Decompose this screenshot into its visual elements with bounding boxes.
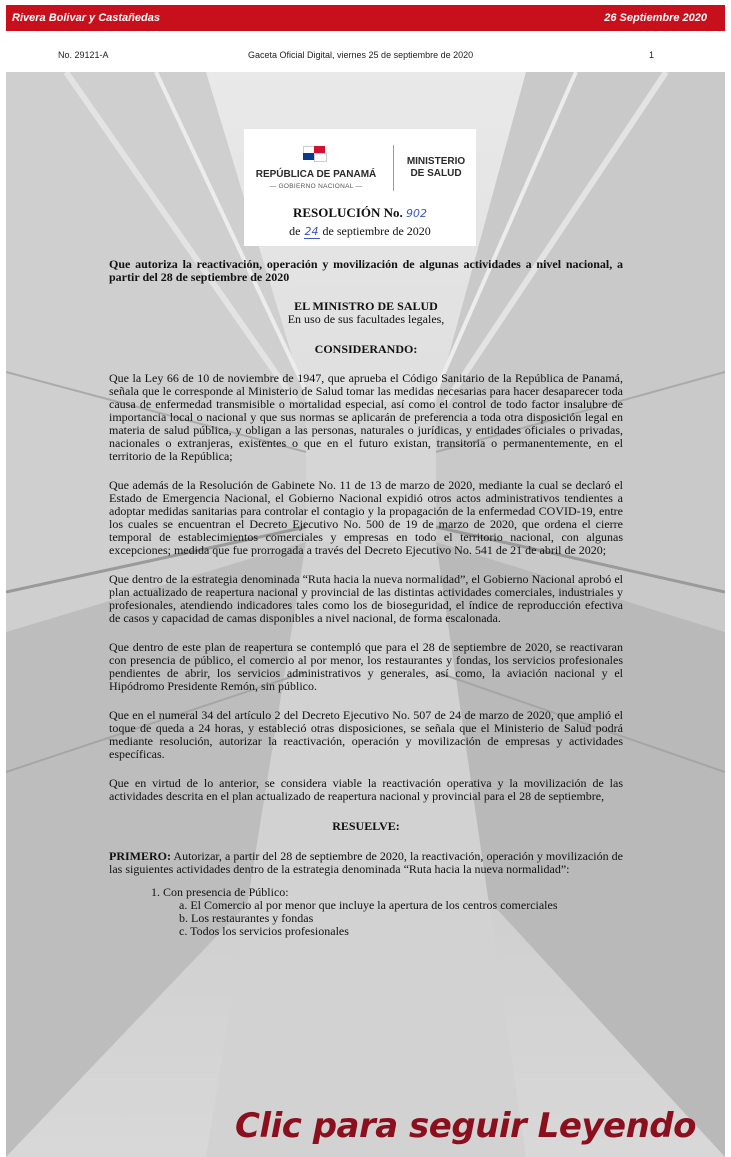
page-number: 1	[649, 50, 655, 60]
gazette-title: Gaceta Oficial Digital, viernes 25 de septiembre de 2020	[248, 50, 474, 60]
paragraph: Que dentro de este plan de reapertura se contempló que para el 28 de septiembre de 2020, se reactivaran con presencia de público, el comercio al por menor, los restaurantes y fondas, los servicios profesionales pendientes de abrir, los servicios administrativos y generales, así como, la aviación nacional y el Hipódromo Presidente Remón, sin público.	[109, 640, 623, 693]
paragraph: Que en el numeral 34 del artículo 2 del Decreto Ejecutivo No. 507 de 24 de marzo de 2020, que amplió el toque de queda a 24 horas, y estableció otras disposiciones, se señala que el Ministerio de Salud podrá mediante resolución, autorizar la reactivación, operación y movilización de empresas y actividades específicas.	[109, 708, 623, 761]
paragraph: Que en virtud de lo anterior, se considera viable la reactivación operativa y la movilización de las actividades descrita en el plan actualizado de reapertura nacional y provincial para el 28 de septiembre,	[109, 776, 623, 803]
primero-article	[109, 850, 623, 876]
republic-name: REPÚBLICA DE PANAMÁ	[255, 169, 377, 180]
document-page[interactable]	[6, 72, 725, 1157]
paragraph: Que dentro de la estrategia denominada “Ruta hacia la nueva normalidad”, el Gobierno Nacional aprobó el plan actualizado de reapertura nacional y provincial de las distintas actividades comerciales, industriales y profesionales, atendiendo indicadores tales como los de bioseguridad, el índice de reproducción efectiva de casos y capacidad de camas disponibles a nivel nacional, de forma escalonada.	[109, 572, 623, 625]
panama-flag-icon	[303, 146, 325, 160]
list-heading: 1. Con presencia de Público:	[151, 885, 289, 899]
authority-heading: EL MINISTRO DE SALUD	[294, 299, 438, 313]
resolution-label: RESOLUCIÓN No.	[292, 205, 403, 220]
date-suffix: de septiembre de 2020	[322, 224, 431, 238]
read-more-link[interactable]: Clic para seguir Leyendo	[234, 1106, 696, 1146]
ministry-line2: DE SALUD	[410, 168, 462, 179]
resolution-title	[244, 205, 476, 221]
source-name: Rivera Bolivar y Castañedas	[12, 12, 160, 24]
banner-date: 26 Septiembre 2020	[604, 12, 707, 24]
list-item: a. El Comercio al por menor que incluye la apertura de los centros comerciales	[179, 898, 558, 912]
paragraph: Que la Ley 66 de 10 de noviembre de 1947, que aprueba el Código Sanitario de la República de Panamá, señala que le corresponde al Ministerio de Salud tomar las medidas necesarias para hacer desaparecer toda causa de enfermedad transmisible o mortalidad especial, así como el control de todo factor insalubre de importancia local o nacional y que sus normas se aplicarán de preferencia a toda otra disposición legal en materia de salud pública, y obligan a las personas, naturales o jurídicas, y entidades oficiales o privadas, nacionales o extranjeras, existentes o que en el futuro existan, transitoria o permanentemente, en el territorio de la República;	[109, 371, 623, 463]
ministry-name	[400, 156, 472, 180]
gazette-header	[0, 50, 731, 64]
gazette-number: No. 29121-A	[58, 50, 109, 60]
resolution-day: 24	[304, 225, 319, 238]
resuelve-heading: RESUELVE:	[332, 819, 400, 833]
authority-subheading: En uso de sus facultades legales,	[287, 312, 445, 326]
resolution-date	[244, 224, 476, 239]
list-item: c. Todos los servicios profesionales	[179, 924, 349, 938]
paragraph: Que además de la Resolución de Gabinete No. 11 de 13 de marzo de 2020, mediante la cual se declaró el Estado de Emergencia Nacional, el Gobierno Nacional expidió otros actos administrativos tendientes a adoptar medidas sanitarias para controlar el contagio y la propagación de la enfermedad COVID-19, entre los cuales se encuentran el Decreto Ejecutivo No. 500 de 19 de marzo de 2020, que ordena el cierre temporal de establecimientos comerciales y empresas en todo el territorio nacional, con algunas excepciones; medida que fue prorrogada a través del Decreto Ejecutivo No. 541 de 21 de abril de 2020;	[109, 478, 623, 557]
logo-divider	[393, 145, 394, 191]
list-item: b. Los restaurantes y fondas	[179, 911, 314, 925]
ministry-line1: MINISTERIO	[406, 156, 466, 167]
primero-label: PRIMERO:	[109, 849, 171, 863]
ministry-logo-box	[244, 129, 476, 246]
activity-list	[109, 886, 623, 938]
considerando-heading: CONSIDERANDO:	[314, 342, 418, 356]
resolution-number: 902	[406, 207, 428, 220]
government-label: — GOBIERNO NACIONAL —	[269, 183, 363, 190]
document-body	[109, 258, 623, 938]
document-subject: Que autoriza la reactivación, operación y movilización de algunas actividades a nivel nacional, a partir del 28 de septiembre de 2020	[109, 257, 623, 284]
primero-text: Autorizar, a partir del 28 de septiembre de 2020, la reactivación, operación y movilización de las siguientes actividades dentro de la estrategia denominada “Ruta hacia la nueva normalidad”:	[109, 849, 623, 876]
date-prefix: de	[289, 224, 301, 238]
top-banner	[6, 5, 725, 31]
